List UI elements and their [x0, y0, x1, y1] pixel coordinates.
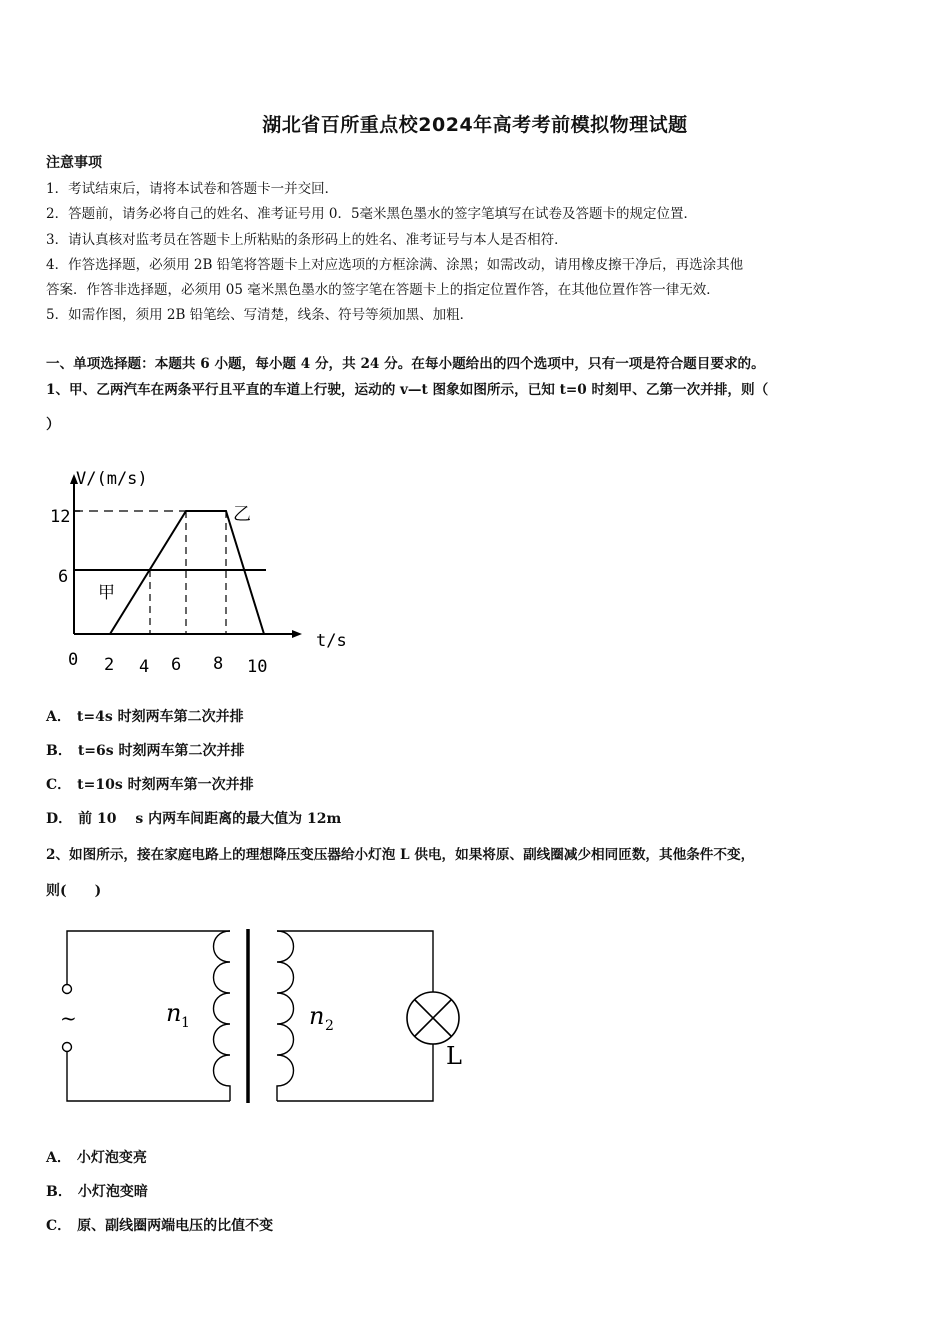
option-letter: B． — [46, 743, 72, 759]
option-text: 小灯泡变亮 — [76, 1150, 147, 1166]
ac-source-symbol: ~ — [60, 1006, 77, 1030]
option-text: 小灯泡变暗 — [77, 1184, 148, 1200]
n2-label: n — [309, 1002, 325, 1030]
section-heading: 一、单项选择题：本题共 6 小题，每小题 4 分，共 24 分。在每小题给出的四个选项中，只有一项是符合题目要求的。 — [46, 356, 765, 372]
y-tick-label: 6 — [58, 567, 69, 587]
notice-item: 3．请认真核对监考员在答题卡上所粘贴的条形码上的姓名、准考证号与本人是否相符． — [46, 232, 568, 248]
option-d[interactable] — [46, 808, 906, 828]
notice-item: 4．作答选择题，必须用 2B 铅笔将答题卡上对应选项的方框涂满、涂黑；如需改动，请用橡皮擦干净后，再选涂其他 — [46, 257, 744, 273]
option-text: t=6s 时刻两车第二次并排 — [77, 743, 245, 759]
line-yi — [110, 511, 264, 634]
primary-coil — [214, 931, 231, 1101]
x-tick-label: 8 — [213, 654, 224, 674]
x-axis-arrow — [292, 630, 302, 638]
notice-item: 5．如需作图，须用 2B 铅笔绘、写清楚，线条、符号等须加黑、加粗． — [46, 307, 474, 323]
option-c[interactable] — [46, 774, 906, 794]
x-tick-label: 10 — [247, 657, 268, 677]
option-letter: C． — [46, 1218, 72, 1234]
question-2-text-cont: 则( ) — [46, 883, 102, 899]
option-c[interactable] — [46, 1215, 906, 1235]
lamp-label: L — [446, 1042, 462, 1070]
question-2-text: 2、如图所示，接在家庭电路上的理想降压变压器给小灯泡 L 供电，如果将原、副线圈减少相同匝数，其他条件不变， — [46, 847, 755, 863]
transformer-circuit — [50, 915, 490, 1110]
x-tick-label: 6 — [171, 655, 182, 675]
notice-item: 2．答题前，请务必将自己的姓名、准考证号用 0．5毫米黑色墨水的签字笔填写在试卷及答题卡的规定位置． — [46, 206, 698, 222]
option-a[interactable] — [46, 706, 906, 726]
n1-label: n — [166, 999, 182, 1027]
option-letter: B． — [46, 1184, 72, 1200]
terminal-top — [63, 985, 72, 994]
option-text: 前 10 s 内两车间距离的最大值为 12m — [78, 811, 342, 827]
option-letter: A． — [46, 1150, 71, 1166]
option-letter: C． — [46, 777, 72, 793]
x-tick-label: 2 — [104, 655, 115, 675]
notice-item: 答案．作答非选择题，必须用 05 毫米黑色墨水的签字笔在答题卡上的指定位置作答，在其他位置作答一律无效． — [46, 282, 720, 298]
notice-heading: 注意事项 — [46, 155, 102, 171]
option-b[interactable] — [46, 1181, 906, 1201]
question-1-text: 1、甲、乙两汽车在两条平行且平直的车道上行驶，运动的 v—t 图象如图所示，已知 t=0 时刻甲、乙第一次并排，则（ — [46, 382, 769, 398]
y-tick-label: 12 — [50, 507, 71, 527]
option-a[interactable] — [46, 1147, 906, 1167]
secondary-coil — [277, 931, 294, 1101]
label-jia: 甲 — [98, 583, 115, 603]
terminal-bottom — [63, 1043, 72, 1052]
y-axis-label: V/(m/s) — [76, 469, 148, 489]
vt-graph — [50, 460, 370, 685]
notice-item: 1．考试结束后，请将本试卷和答题卡一并交回． — [46, 181, 339, 197]
page-title: 湖北省百所重点校2024年高考考前模拟物理试题 — [262, 114, 688, 136]
n1-subscript: 1 — [181, 1015, 190, 1031]
option-b[interactable] — [46, 740, 906, 760]
option-letter: D． — [46, 811, 73, 827]
x-axis-label: t/s — [316, 631, 347, 651]
n2-subscript: 2 — [325, 1018, 334, 1034]
x-tick-label: 4 — [139, 657, 150, 677]
x-tick-label: 0 — [68, 650, 79, 670]
label-yi: 乙 — [233, 504, 251, 525]
option-letter: A． — [46, 709, 71, 725]
question-1-text-cont: ） — [46, 417, 60, 433]
option-text: 原、副线圈两端电压的比值不变 — [77, 1218, 274, 1234]
option-text: t=10s 时刻两车第一次并排 — [77, 777, 254, 793]
option-text: t=4s 时刻两车第二次并排 — [76, 709, 244, 725]
